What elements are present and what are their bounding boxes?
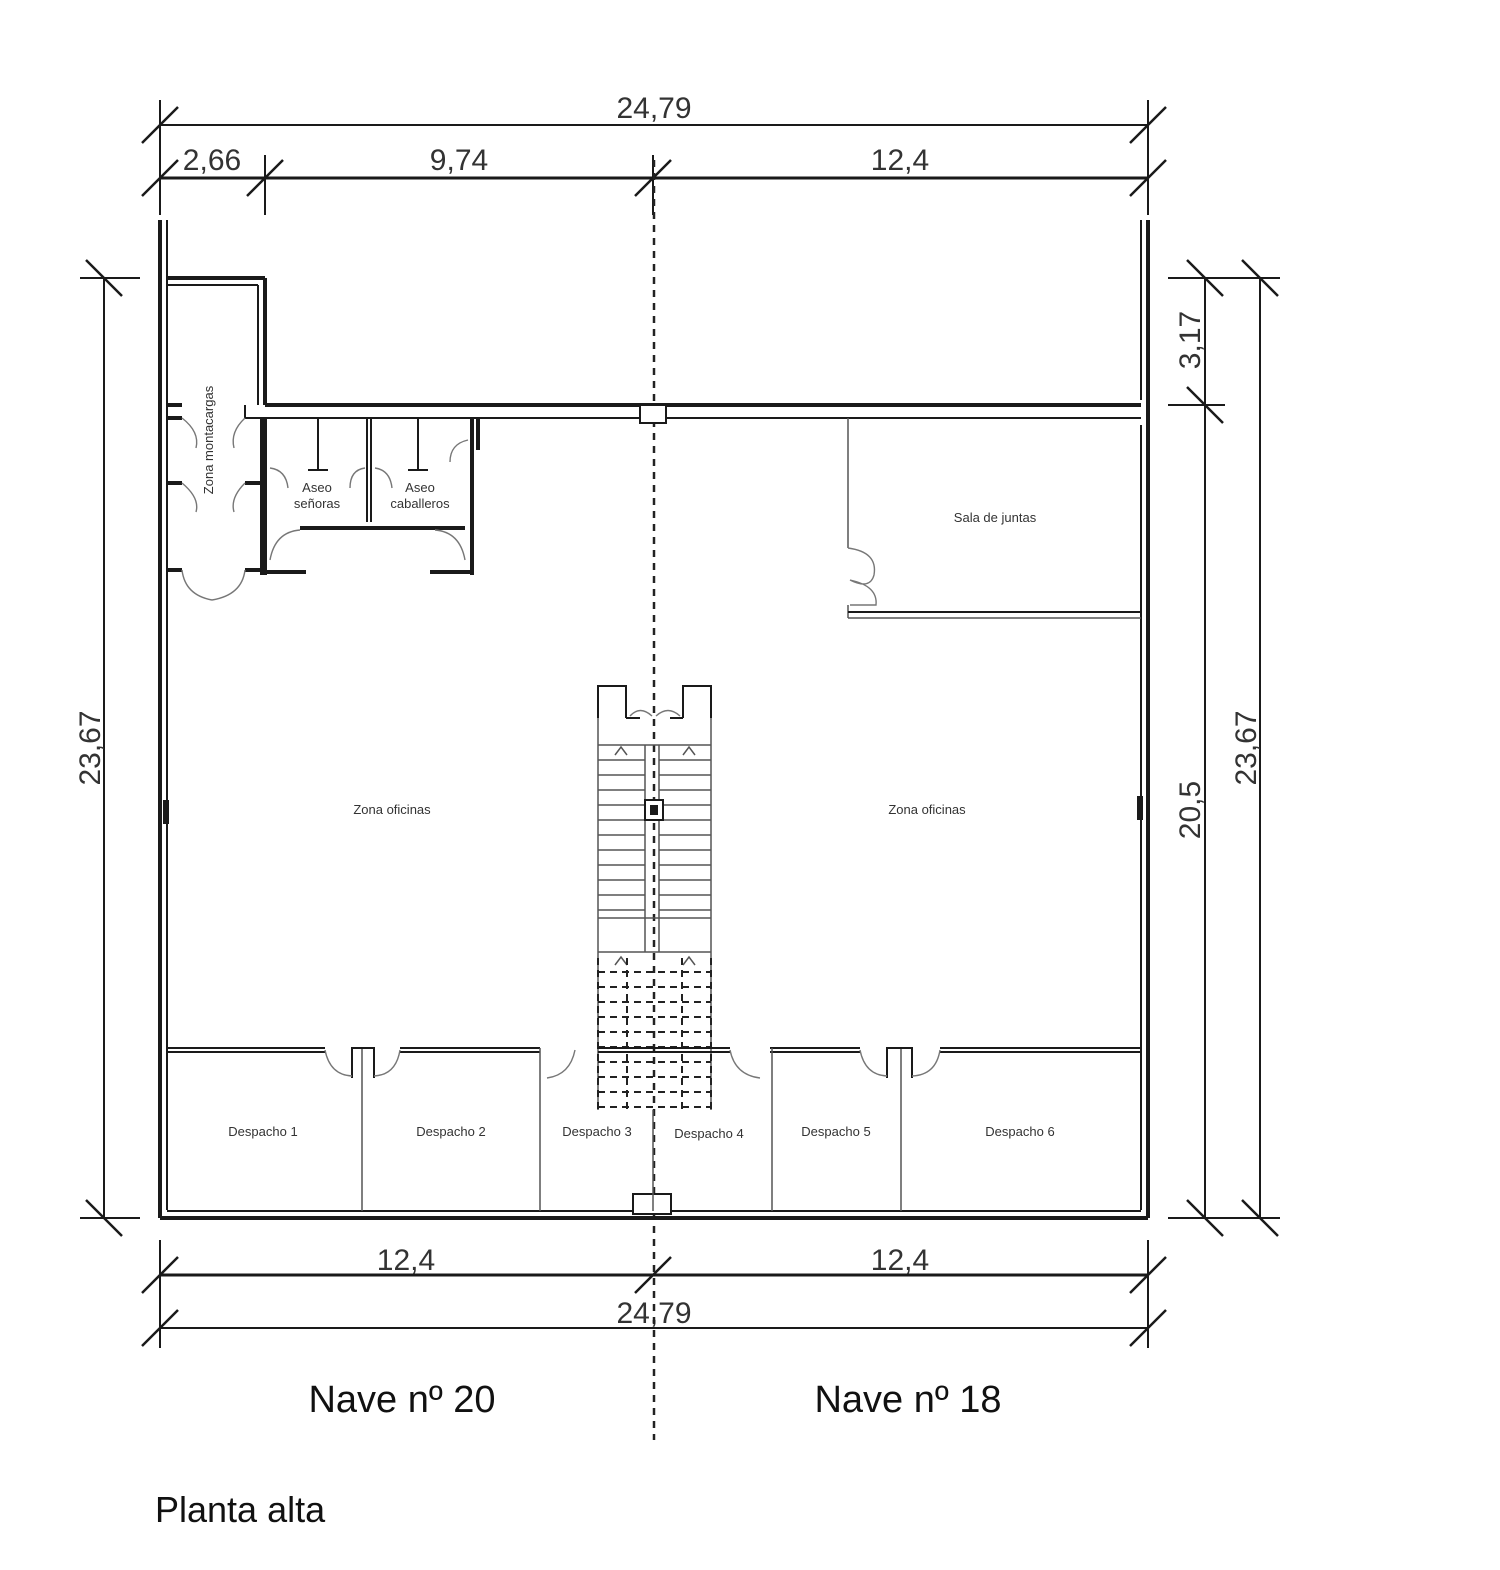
room-despacho-2: Despacho 2 (416, 1124, 486, 1139)
plan-title: Planta alta (155, 1489, 326, 1530)
dim-bottom-total: 24,79 (616, 1297, 692, 1330)
room-despacho-3: Despacho 3 (562, 1124, 632, 1139)
room-despacho-5: Despacho 5 (801, 1124, 871, 1139)
dim-top-total: 24,79 (616, 92, 692, 125)
dim-bottom-seg1: 12,4 (376, 1244, 436, 1277)
dim-top-seg1: 2,66 (182, 144, 242, 177)
dim-top-seg2: 9,74 (429, 144, 489, 177)
sala-juntas (848, 418, 1141, 618)
dim-left-height: 23,67 (74, 710, 107, 786)
room-zona-oficinas-right: Zona oficinas (888, 802, 966, 817)
aseos-block (265, 418, 478, 575)
upper-partition (245, 405, 1141, 423)
label-nave-left: Nave nº 20 (308, 1379, 496, 1421)
room-aseo-senoras-2: señoras (293, 496, 341, 511)
top-dimensions (142, 92, 1166, 215)
room-despacho-6: Despacho 6 (985, 1124, 1055, 1139)
room-aseo-senoras-1: Aseo (302, 480, 332, 495)
room-aseo-caballeros-2: caballeros (390, 496, 450, 511)
dim-right-total: 23,67 (1230, 710, 1263, 786)
room-despacho-1: Despacho 1 (228, 1124, 298, 1139)
montacargas-zone (167, 278, 265, 600)
room-zona-oficinas-left: Zona oficinas (353, 802, 431, 817)
label-nave-right: Nave nº 18 (814, 1379, 1002, 1421)
dim-top-seg3: 12,4 (870, 144, 930, 177)
dim-right-upper: 3,17 (1174, 310, 1207, 370)
dim-right-lower: 20,5 (1174, 780, 1207, 840)
room-zona-montacargas: Zona montacargas (201, 385, 216, 495)
right-dimensions (1168, 260, 1280, 1236)
left-dimensions (74, 260, 140, 1236)
dim-bottom-seg2: 12,4 (870, 1244, 930, 1277)
room-sala-juntas: Sala de juntas (953, 510, 1037, 525)
room-aseo-caballeros-1: Aseo (405, 480, 435, 495)
room-despacho-4: Despacho 4 (674, 1126, 744, 1141)
stair-treads (598, 760, 711, 910)
